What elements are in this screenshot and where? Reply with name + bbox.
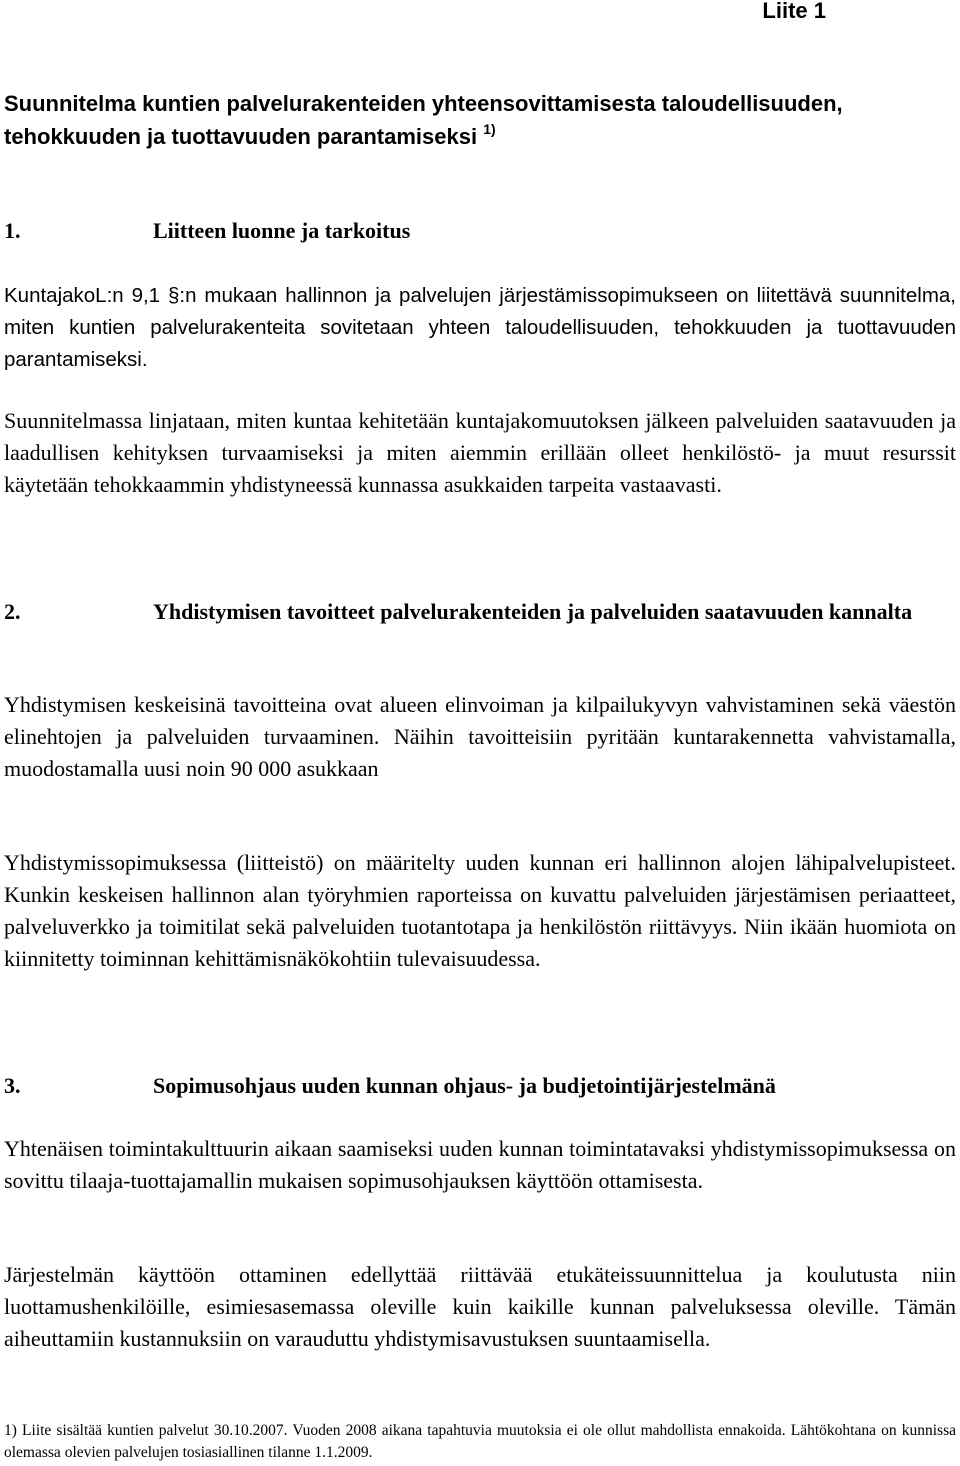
section-3-paragraph-2: Järjestelmän käyttöön ottaminen edellyttää riittävää etukäteissuunnittelua ja koulutusta niin luottamushenkilöille, esimiesasemassa oleville kuin kaikille kunnan palveluksessa oleville. Tämän aiheuttamiin kustannuksiin on varauduttu yhdistymisavustuksen suuntaamisella.: [4, 1262, 956, 1351]
section-1-heading-text: Liitteen luonne ja tarkoitus: [153, 218, 411, 243]
document-title: [4, 87, 954, 153]
section-3-number: 3.: [4, 1073, 21, 1098]
section-2-heading: [4, 595, 956, 628]
section-1-heading: [4, 214, 956, 247]
section-3-paragraph-1: Yhtenäisen toimintakulttuurin aikaan saamiseksi uuden kunnan toimintatavaksi yhdistymissopimuksessa on sovittu tilaaja-tuottajamallin mukaisen sopimusohjauksen käyttöön ottamisesta.: [4, 1136, 956, 1193]
section-1-paragraph-1: KuntajakoL:n 9,1 §:n mukaan hallinnon ja palvelujen järjestämissopimukseen on liitettävä suunnitelma, miten kuntien palvelurakenteita sovitetaan yhteen taloudellisuuden, tehokkuuden ja tuottavuuden parantamiseksi.: [4, 284, 956, 371]
footnote: 1) Liite sisältää kuntien palvelut 30.10.2007. Vuoden 2008 aikana tapahtuvia muutoksia ei ole ollut mahdollista ennakoida. Lähtökohtana on kunnissa olemassa olevien palvelujen tosiasiallinen tilanne 1.1.2009.: [4, 1422, 956, 1461]
section-2-paragraph-1: Yhdistymisen keskeisinä tavoitteina ovat alueen elinvoiman ja kilpailukyvyn vahvistaminen sekä väestön elinehtojen ja palveluiden turvaaminen. Näihin tavoitteisiin pyritään kuntarakennetta vahvistamalla, muodostamalla uusi noin 90 000 asukkaan: [4, 692, 956, 781]
appendix-label: Liite 1: [762, 0, 826, 23]
section-2-heading-text: Yhdistymisen tavoitteet palvelurakenteiden ja palveluiden saatavuuden kannalta: [153, 599, 913, 624]
section-1-paragraph-2: Suunnitelmassa linjataan, miten kuntaa kehitetään kuntajakomuutoksen jälkeen palveluiden saatavuuden ja laadullisen kehityksen turvaamiseksi ja miten aiemmin erillään olleet henkilöstö- ja muut resurssit käytetään tehokkaammin yhdistyneessä kunnassa asukkaiden tarpeita vastaavasti.: [4, 408, 956, 497]
section-3-heading-text: Sopimusohjaus uuden kunnan ohjaus- ja budjetointijärjestelmänä: [153, 1073, 776, 1098]
document-title-text: Suunnitelma kuntien palvelurakenteiden yhteensovittamisesta taloudellisuuden, tehokkuuden ja tuottavuuden parantamiseksi: [4, 91, 843, 149]
title-footnote-ref: 1): [483, 120, 496, 137]
section-1-number: 1.: [4, 218, 21, 243]
section-2-paragraph-2: Yhdistymissopimuksessa (liitteistö) on määritelty uuden kunnan eri hallinnon alojen lähipalvelupisteet. Kunkin keskeisen hallinnon alan työryhmien raporteissa on kuvattu palveluiden järjestämisen periaatteet, palveluverkko ja toimitilat sekä palveluiden tuotantotapa ja henkilöstön riittävyys. Niin ikään huomiota on kiinnitetty toiminnan kehittämisnäkökohtiin tulevaisuudessa.: [4, 850, 956, 971]
section-2-number: 2.: [4, 599, 21, 624]
section-3-heading: [4, 1069, 956, 1102]
